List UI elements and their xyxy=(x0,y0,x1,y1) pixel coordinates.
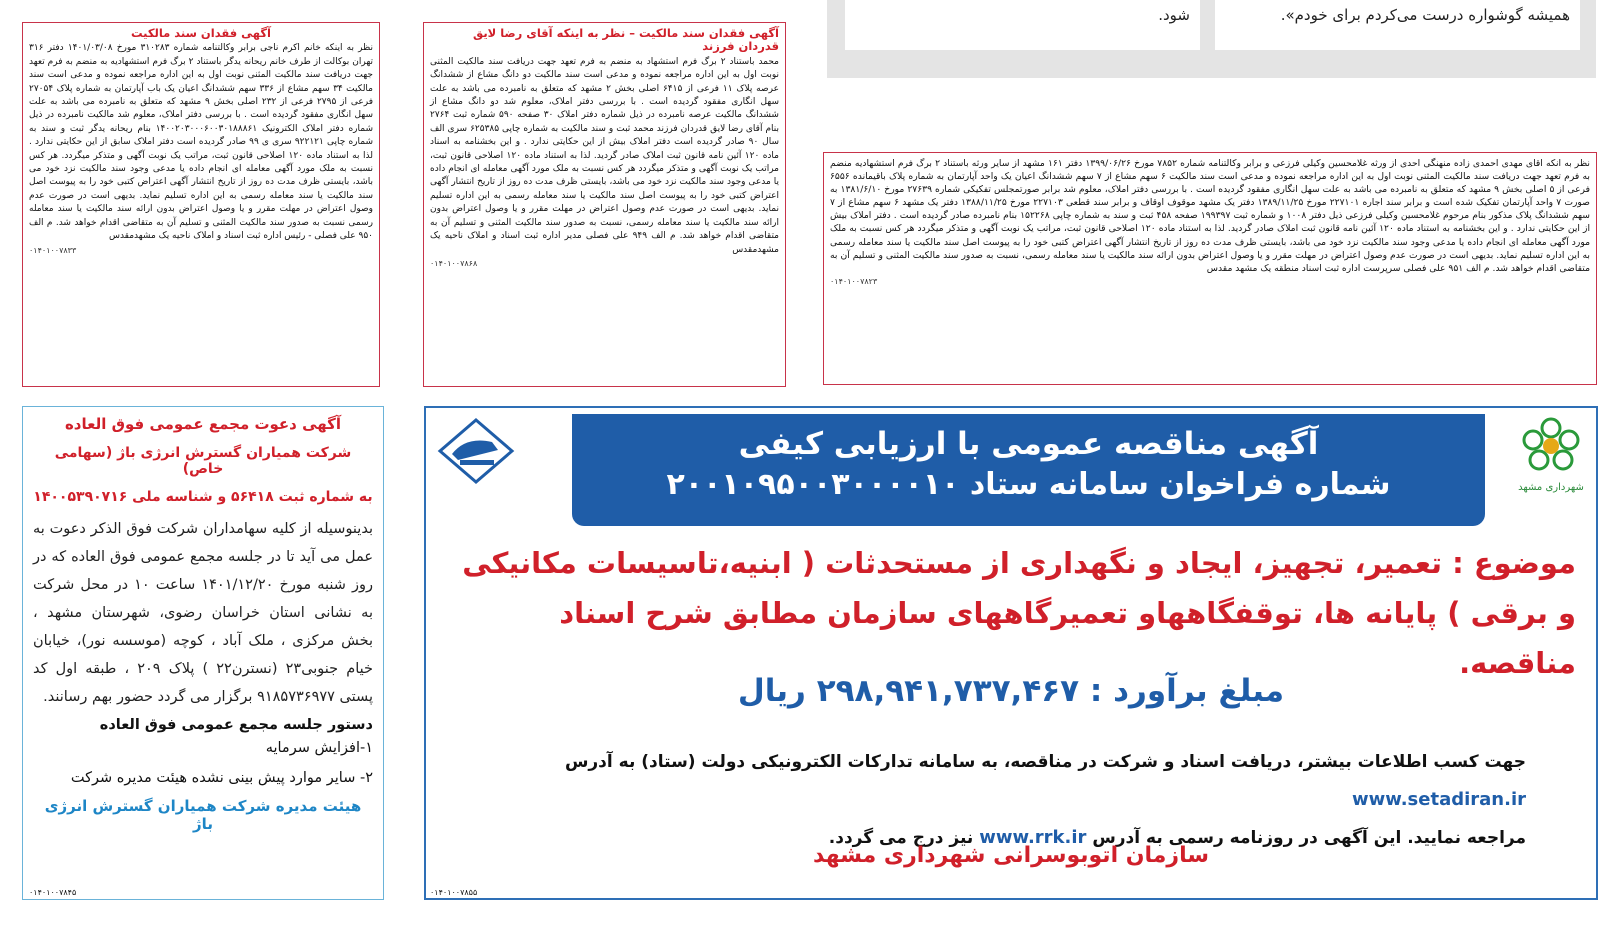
assembly-title: آگهی دعوت مجمع عمومی فوق العاده xyxy=(64,415,342,433)
info-text: نیز درج می گردد. xyxy=(828,828,974,848)
company-name: شرکت همیاران گسترش انرژی باژ (سهامی خاص) xyxy=(54,445,352,477)
organization-name: سازمان اتوبوسرانی شهرداری مشهد xyxy=(813,843,1209,868)
notice-body: محمد باستناد ۲ برگ فرم استشهاد به منضم به فرم تعهد جهت دریافت سند مالکیت المثنی نوبت اول به این اداره مراجعه نموده و مدعی است سند مالکیت دو دانگ مشاع از ششدانگ عرصه پلاک ۱۱ فرعی از ۶۴۱۵ اصلی بخش ۲ مشهد که متعلق به نامبرده می باشد به علت سهل انگاری مفقود گردیده است . با بررسی دفتر املاک، معلوم شد دو دانگ مشاع از ششدانگ مالکیت عرصه نامبرده در ذیل شماره دفتر املاک ۳۰ صفحه ۵۹۰ شماره ثبت ۲۷۶۴ بنام آقای رضا لایق قدردان فرزند محمد ثبت و سند مالکیت به شماره چاپی ۶۲۵۳۸۵ سری الف سال ۹۰ صادر گردیده است دفتر املاک بیش از این حکایتی ندارد . و این بخشنامه به اسناد ماده ۱۲۰ آئین نامه قانون ثبت املاک صادر گردید. لذا به استناد ماده ۱۲۰ اصلاحی قانون ثبت، مراتب یک نوبت آگهی و متذکر میگردد هر کس نسبت به ملک مورد آگهی معامله ای انجام داده یا مدعی وجود سند مالکیت نزد خود می باشد، بایستی ظرف مدت ده روز از تاریخ انتشار آگهی اعتراض کتبی خود را به پیوست اصل سند مالکیت یا سند معامله رسمی به این اداره تسلیم نماید. بدیهی است در صورت عدم وصول اعتراض در مهلت مقرر و یا وصول اعتراض بدون ارائه سند مالکیت یا سند معامله رسمی، نسبت به صدور سند مالکیت المثنی و تسلیم آن به متقاضی اقدام خواهد شد. م الف ۹۴۹ علی فصلی مدیر اداره ثبت اسناد و املاک ناحیه یک مشهدمقدس xyxy=(430,56,779,255)
municipality-logo-icon xyxy=(1516,414,1586,504)
article-text-snippet: شود. xyxy=(845,0,1200,50)
notice-code: ۰۱۴۰۱۰۰۷۸۲۳ xyxy=(830,276,878,286)
setadiran-link[interactable]: www.setadiran.ir xyxy=(1351,789,1526,810)
logo-caption: شهرداری مشهد xyxy=(1518,482,1584,493)
tender-subject: موضوع : تعمیر، تجهیز، ایجاد و نگهداری از مستحدثات ( ابنیه،تاسیسات مکانیکی و برقی ) پایانه ها، توقفگاههاو تعمیرگاههای سازمان مطابق شرح اسناد مناقصه. xyxy=(462,546,1576,680)
info-text: مراجعه نمایید. این آگهی در روزنامه رسمی به آدرس xyxy=(1092,828,1526,848)
notice-body: نظر به اینکه خانم اکرم ناجی برابر وکالتنامه شماره ۳۱۰۲۸۳ مورخ ۱۴۰۱/۰۳/۰۸ دفتر ۳۱۶ تهران بوکالت از طرف خانم ریحانه یدگر باستناد ۲ برگ فرم استشهادیه به منضم به فرم تعهد جهت دریافت سند مالکیت المثنی نوبت اول به این اداره مراجعه نموده و مدعی است سند مالکیت ۳۴ سهم مشاع از ۳۳۶ سهم ششدانگ اعیان یک باب آپارتمان به شماره پلاک ۲۷۰۵۴ فرعی از ۲۷۹۵ فرعی از ۲۳۲ اصلی بخش ۹ مشهد که متعلق به نامبرده می باشد به علت سهل انگاری مفقود گردیده است . با بررسی دفتر املاک، معلوم شد مالکیت نامبرده در ذیل شماره دفتر املاک الکترونیک ۱۴۰۰۲۰۳۰۰۰۶۰۰۳۰۱۸۸۸۶۱ بنام ریحانه یدگر ثبت و سند به شماره چاپی ۹۲۲۱۲۱ سری ی ۹۹ صادر گردیده است دفتر املاک سابق از این حکایتی ندارد . لذا به استناد ماده ۱۲۰ اصلاحی قانون ثبت، مراتب یک نوبت آگهی و متذکر میگردد. هر کس نسبت به ملک مورد آگهی معامله ای انجام داده یا مدعی وجود سند مالکیت نزد خود می باشد، بایستی ظرف مدت ده روز از تاریخ انتشار آگهی اعتراض کتبی خود را به پیوست اصل سند مالکیت یا سند معامله رسمی به این اداره تسلیم نماید. بدیهی است در صورت عدم وصول اعتراض در مهلت مقرر و یا وصول اعتراض بدون ارائه سند مالکیت یا سند معامله رسمی نسبت به صدور سند مالکیت المثنی و تسلیم آن به متقاضی اقدام خواهد شد. م الف ۹۵۰ علی فصلی - رئیس اداره ثبت اسناد و املاک ناحیه یک مشهدمقدس xyxy=(29,43,373,242)
notice-title: آگهی فقدان سند مالکیت – نظر به اینکه آقای رضا لایق قدردان فرزند xyxy=(472,26,779,54)
agenda-title: دستور جلسه مجمع عمومی فوق العاده xyxy=(99,717,373,733)
agenda-item: ۱-افزایش سرمایه xyxy=(265,740,373,756)
tender-info xyxy=(446,743,1526,857)
lost-deed-notice xyxy=(423,22,786,387)
assembly-body: بدینوسیله از کلیه سهامداران شرکت فوق الذکر دعوت به عمل می آید تا در جلسه مجمع عمومی فوق العاده که در روز شنبه مورخ ۱۴۰۱/۱۲/۲۰ ساعت ۱۰ در محل شرکت به نشانی استان خراسان رضوی، شهرستان مشهد ، بخش مرکزی ، ملک آباد ، کوچه (موسسه نور)، خیابان خیام جنوبی۲۳ (نسترن۲۲ ) پلاک ۲۰۹ ، طبقه اول کد پستی ۹۱۸۵۷۳۶۹۷۷ برگزار می گردد حضور بهم رسانند. xyxy=(33,521,373,705)
bus-organization-logo-icon xyxy=(436,416,516,486)
tender-call-number: شماره فراخوان سامانه ستاد ۲۰۰۱۰۹۵۰۰۳۰۰۰۰۱۰ xyxy=(666,467,1391,502)
tender-title-banner xyxy=(572,414,1485,526)
general-assembly-notice xyxy=(22,406,384,900)
tender-advertisement xyxy=(424,406,1598,900)
article-text-snippet: همیشه گوشواره درست می‌کردم برای خودم». xyxy=(1215,0,1580,50)
notice-code: ۰۱۴۰۱۰۰۷۸۶۸ xyxy=(430,258,478,268)
tender-title: آگهی مناقصه عمومی با ارزیابی کیفی xyxy=(738,426,1319,462)
rrk-link[interactable]: www.rrk.ir xyxy=(979,827,1087,848)
notice-body: نظر به انکه اقای مهدی احمدی زاده منهنگی احدی از ورثه غلامحسین وکیلی فرزعی و برابر وکالتنامه شماره ۷۸۵۲ مورخ ۱۳۹۹/۰۶/۲۶ دفتر ۱۶۱ مشهد از سایر ورثه باستناد ۲ برگ فرم استشهادیه منضم به فرم تعهد جهت دریافت سند مالکیت المثنی نوبت اول به این اداره مراجعه نموده و مدعی است سند مالکیت ۶ سهم مشاع از ۷ سهم ششدانگ اعیان یک واحد آپارتمان به شماره پلاک باقیمانده ۶۵۵۶ فرعی از ۵ اصلی بخش ۹ مشهد که متعلق به نامبرده می باشد به علت سهل انگاری مفقود گردیده است . با بررسی دفتر املاک، معلوم شد برابر صورتمجلس تفکیکی شماره ۲۷۶۳۹ مورخ ۱۳۸۱/۶/۱۰ به صورت ۷ واحد آپارتمان تفکیک شده است و برابر سند اجاره ۲۲۷۱۰۱ مورخ ۱۳۸۹/۱۱/۲۵ دفتر یک مشهد موقوف اوقاف و برابر سند قطعی ۲۲۷۱۰۳ مورخ ۱۳۸۸/۱۱/۲۵ دفتر یک مشهد ۶ سهم مشاع از ۷ سهم ششدانگ پلاک مذکور بنام مرحوم غلامحسین وکیلی فرزعی ذیل دفتر ۱۰۰۸ و شماره ثبت ۱۹۹۳۹۷ صفحه ۴۵۸ ثبت و سند به شماره چاپی ۱۵۲۲۶۸ بنام نامبرده صادر گردیده است . دفتر املاک بیش از این حکایتی ندارد . و این بخشنامه به استناد ماده ۱۲۰ آئین نامه قانون ثبت املاک صادر گردید. لذا به استناد ماده ۱۲۰ اصلاحی قانون ثبت، مراتب یک نوبت آگهی و متذکر میگردد هر کس نسبت به ملک مورد آگهی معامله ای انجام داده یا مدعی وجود سند مالکیت نزد خود می باشد، بایستی ظرف مدت ده روز از تاریخ انتشار آگهی اعتراض کتبی خود را به پیوست اصل سند مالکیت یا سند معامله رسمی به این اداره تسلیم نماید. بدیهی است در صورت عدم وصول اعتراض در مهلت مقرر و یا وصول اعتراض بدون ارائه سند مالکیت یا سند معامله رسمی، نسبت به صدور سند مالکیت المثنی و تسلیم آن به متقاضی اقدام خواهد شد. م الف ۹۵۱ علی فصلی سرپرست اداره ثبت اسناد منطقه یک مشهد مقدس xyxy=(830,158,1591,274)
lost-deed-notice xyxy=(823,152,1597,385)
board-signature: هیئت مدیره شرکت همیاران گسترش انرژی باژ xyxy=(44,797,362,833)
notice-title: آگهی فقدان سند مالکیت xyxy=(130,26,272,40)
tender-estimate: مبلغ برآورد : ۲۹۸,۹۴۱,۷۳۷,۴۶۷ ریال xyxy=(737,673,1285,709)
agenda-item: ۲- سایر موارد پیش بینی نشده هیئت مدیره شرکت xyxy=(70,770,373,786)
info-text: جهت کسب اطلاعات بیشتر، دریافت اسناد و شرکت در مناقصه، به سامانه تدارکات الکترونیکی دولت (ستاد) به آدرس xyxy=(564,752,1526,772)
notice-code: ۰۱۴۰۱۰۰۷۸۵۵ xyxy=(430,888,478,897)
registration-info: به شماره ثبت ۵۶۴۱۸ و شناسه ملی ۱۴۰۰۵۳۹۰۷۱۶ xyxy=(33,489,373,505)
lost-deed-notice xyxy=(22,22,380,387)
notice-code: ۰۱۴۰۱۰۰۷۸۳۳ xyxy=(29,245,77,255)
notice-code: ۰۱۴۰۱۰۰۷۸۴۵ xyxy=(29,888,77,897)
